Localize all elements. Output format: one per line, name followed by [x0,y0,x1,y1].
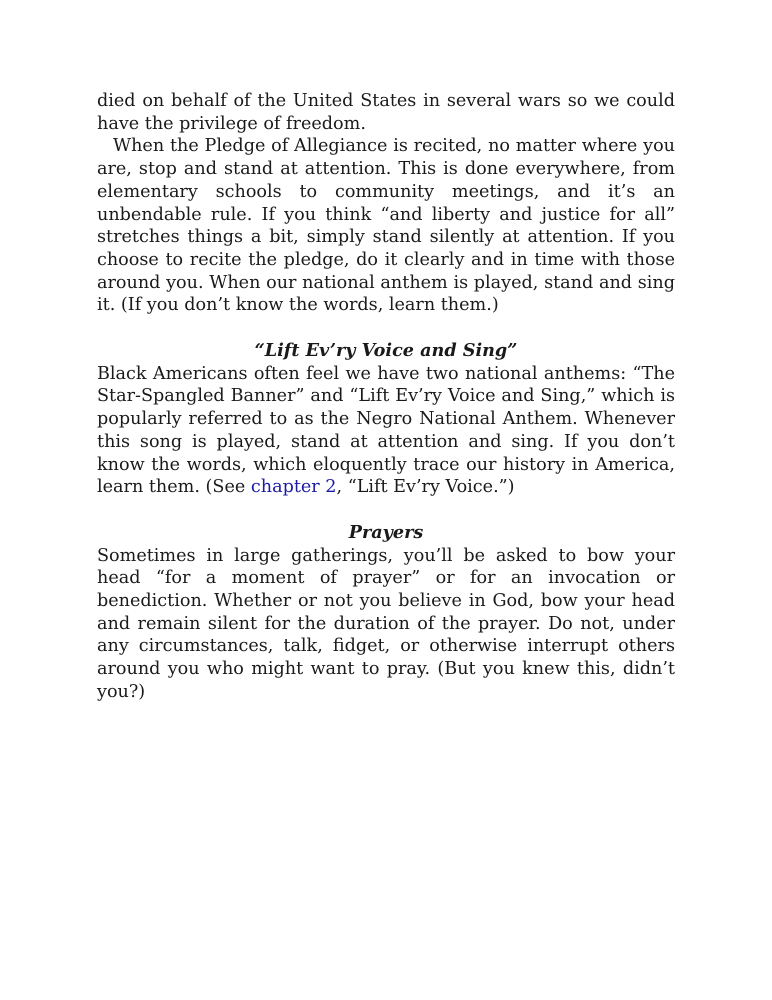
chapter-2-link[interactable]: chapter 2 [250,477,337,498]
paragraph-anthems-tail: , “Lift Ev’ry Voice.”) [336,477,515,498]
section-spacer [97,317,675,340]
section-spacer [97,499,675,522]
paragraph-pledge: When the Pledge of Allegiance is recited, no matter where you are, stop and stand at attention. This is done everywhere, from elementary schools to community meetings, and it’s an unbendable rule. If you think “and liberty and justice for all” stretches things a bit, simply stand silently at attention. If you choose to recite the pledge, do it clearly and in time with those around you. When our national anthem is played, stand and sing it. (If you don’t know the words, learn them.) [97,136,675,316]
section-heading-lift-every-voice: “Lift Ev’ry Voice and Sing” [254,340,518,362]
section-heading-prayers: Prayers [348,521,424,543]
paragraph-anthems [97,363,675,499]
paragraph-prayers: Sometimes in large gatherings, you’ll be asked to bow your head “for a moment of prayer” or for an invocation or benediction. Whether or not you believe in God, bow your head and remain silent for the duration of the prayer. Do not, under any circumstances, talk, fidget, or otherwise interrupt others around you who might want to pray. (But you knew this, didn’t you?) [97,545,675,702]
paragraph-anthems-text: Black Americans often feel we have two national anthems: “The Star-Spangled Banner” and “Lift Ev’ry Voice and Sing,” which is popularly referred to as the Negro National Anthem. Whenever this song is played, stand at attention and sing. If you don’t know the words, which eloquently trace our history in America, learn them. (See [97,363,675,498]
page-body [97,90,675,704]
paragraph-continued: died on behalf of the United States in several wars so we could have the privilege of freedom. [97,91,675,134]
